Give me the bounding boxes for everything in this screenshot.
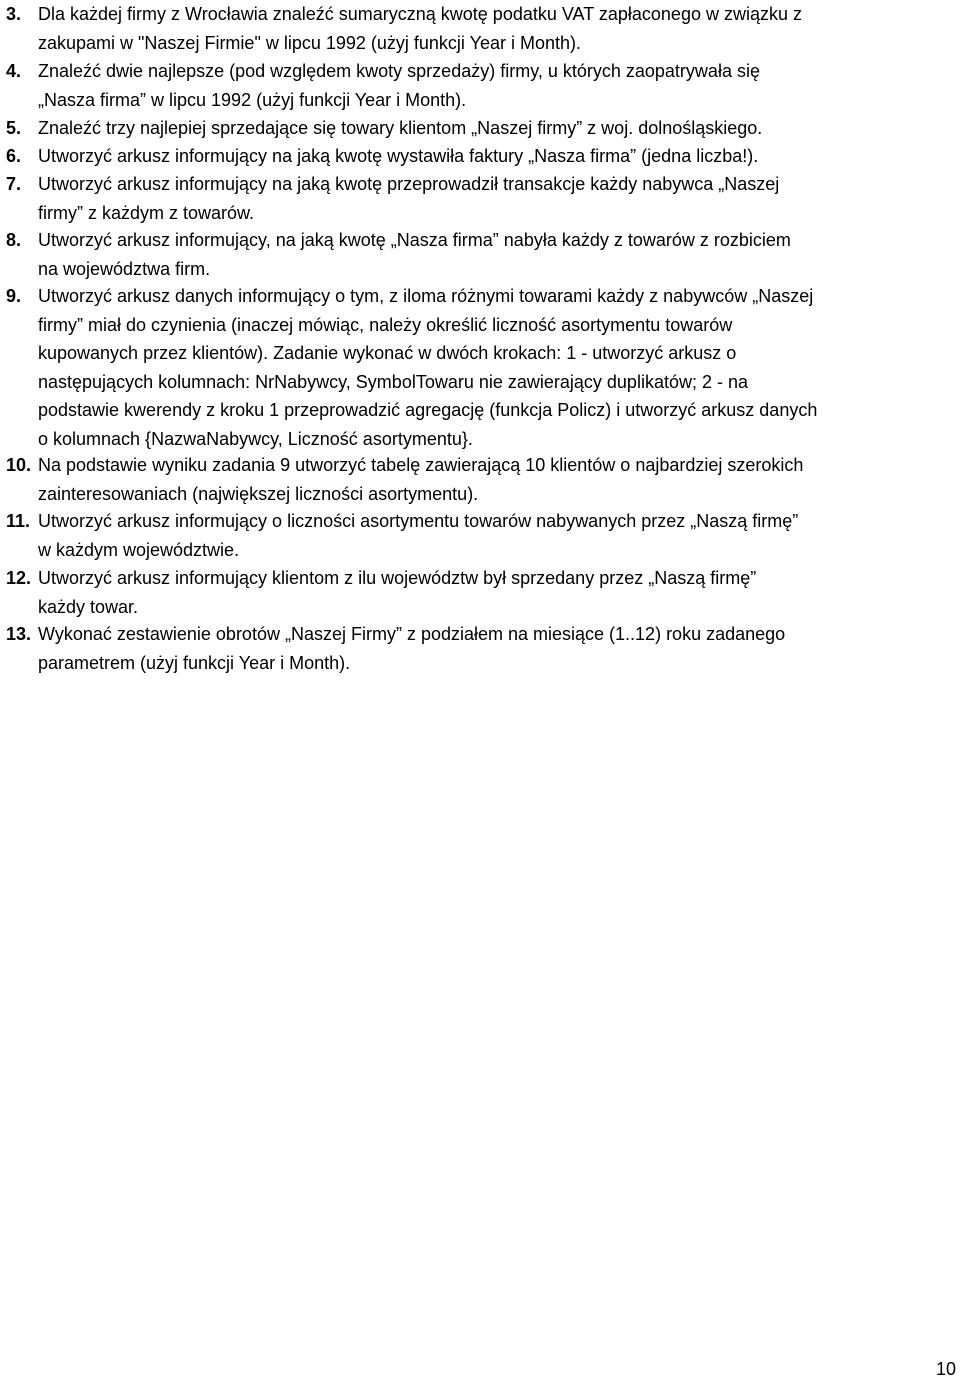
task-line: zakupami w "Naszej Firmie" w lipcu 1992 (użyj funkcji Year i Month). [38,32,581,53]
task-number: 6. [6,146,22,166]
task-line: na województwa firm. [38,258,211,279]
task-text [38,226,956,283]
task-line: zainteresowaniach (największej liczności asortymentu). [38,483,479,504]
task-number: 10. [6,455,32,475]
task-text [38,282,956,453]
task-number: 7. [6,174,22,194]
task-text [38,620,956,677]
task-line: następujących kolumnach: NrNabywcy, SymbolTowaru nie zawierający duplikatów; 2 - na [38,371,748,392]
task-line: Utworzyć arkusz informujący klientom z ilu województw był sprzedany przez „Naszą firmę” [38,568,757,588]
task-line: każdy towar. [38,596,139,617]
task-line: Znaleźć trzy najlepiej sprzedające się towary klientom „Naszej firmy” z woj. dolnośląskiego. [38,118,763,138]
task-number: 5. [6,118,22,138]
task-line: Utworzyć arkusz informujący na jaką kwotę wystawiła faktury „Nasza firma” (jedna liczba!). [38,146,759,166]
task-number: 3. [6,4,22,24]
task-line: Utworzyć arkusz informujący, na jaką kwotę „Nasza firma” nabyła każdy z towarów z rozbiciem [38,230,791,250]
task-text [38,451,956,508]
task-line: Utworzyć arkusz informujący na jaką kwotę przeprowadził transakcje każdy nabywca „Naszej [38,174,780,194]
task-text [38,0,956,57]
task-line: Utworzyć arkusz danych informujący o tym, z iloma różnymi towarami każdy z nabywców „Naszej [38,286,814,306]
task-line: o kolumnach {NazwaNabywcy, Liczność asortymentu}. [38,428,473,449]
task-text [38,57,956,114]
task-line: Utworzyć arkusz informujący o liczności asortymentu towarów nabywanych przez „Naszą firmę” [38,511,799,531]
task-line: Znaleźć dwie najlepsze (pod względem kwoty sprzedaży) firmy, u których zaopatrywała się [38,61,760,81]
task-line: kupowanych przez klientów). Zadanie wykonać w dwóch krokach: 1 - utworzyć arkusz o [38,343,737,363]
task-number: 11. [6,511,31,531]
task-line: Dla każdej firmy z Wrocławia znaleźć sumaryczną kwotę podatku VAT zapłaconego w związku z [38,4,802,24]
task-number: 4. [6,61,22,81]
task-line: w każdym województwie. [38,539,240,560]
task-number: 13. [6,624,32,644]
task-number: 8. [6,230,22,250]
task-text [38,170,956,227]
task-line: Wykonać zestawienie obrotów „Naszej Firmy” z podziałem na miesiące (1..12) roku zadanego [38,624,786,644]
task-line: Na podstawie wyniku zadania 9 utworzyć tabelę zawierającą 10 klientów o najbardziej szerokich [38,455,804,475]
task-line: firmy” z każdym z towarów. [38,202,255,223]
task-text [38,507,956,564]
task-text [38,114,956,143]
task-text [38,142,956,171]
task-line: podstawie kwerendy z kroku 1 przeprowadzić agregację (funkcja Policz) i utworzyć arkusz danych [38,400,818,420]
task-line: parametrem (użyj funkcji Year i Month). [38,652,351,673]
task-text [38,564,956,621]
page-number: 10 [935,1359,956,1379]
task-line: „Nasza firma” w lipcu 1992 (użyj funkcji Year i Month). [38,89,467,110]
task-number: 9. [6,286,22,306]
task-line: firmy” miał do czynienia (inaczej mówiąc, należy określić liczność asortymentu towarów [38,314,733,335]
task-number: 12. [6,568,32,588]
